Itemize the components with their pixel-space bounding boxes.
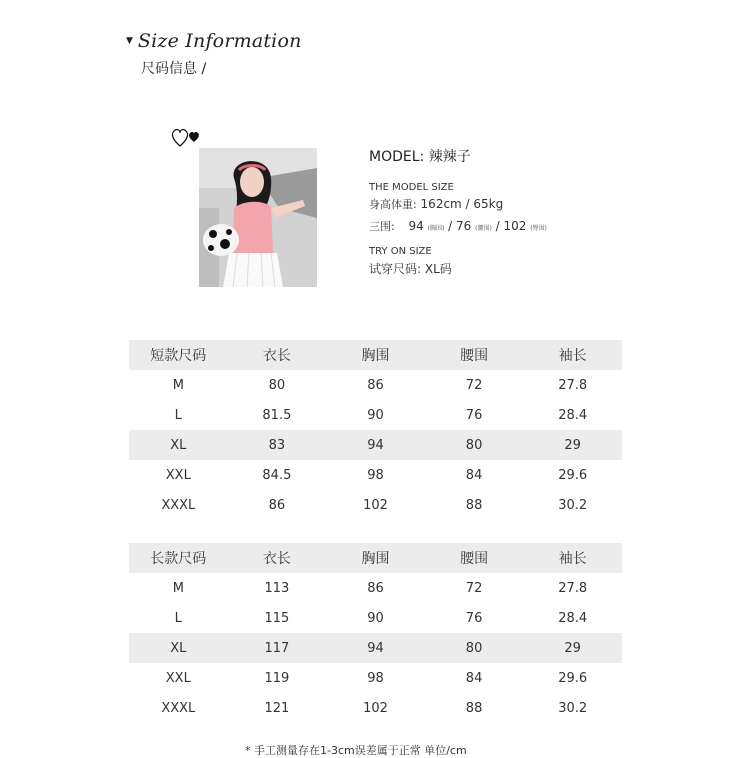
table-row [129,693,622,723]
title-row [126,30,302,52]
header-cell: 衣长 [228,543,327,573]
table-cell: 29.6 [558,670,588,686]
size-cell: XXXL [161,700,196,716]
size-cell: XXL [165,467,191,483]
size-cell: XL [129,430,228,460]
table-row [129,460,622,490]
size-cell: M [172,377,184,393]
table-cell: 80 [425,430,524,460]
table-cell: 80 [425,633,524,663]
table-cell: 72 [465,377,483,393]
table-cell: 29 [523,430,622,460]
table-cell: 102 [363,700,388,716]
table-row [129,370,622,400]
table-row [129,663,622,693]
table-row [129,633,622,663]
bust-note: (胸围) [427,225,445,232]
table-cell: 83 [228,430,327,460]
table-cell: 29.6 [558,467,588,483]
table-cell: 90 [367,610,384,626]
header-cell: 腰围 [425,340,524,370]
table-cell: 28.4 [558,610,588,626]
model-size-heading: THE MODEL SIZE [369,182,454,193]
table-cell: 90 [367,407,384,423]
table-cell: 102 [363,497,388,513]
hip-note: (臀围) [530,225,547,232]
height-weight-value: 162cm / 65kg [420,197,504,211]
table-cell: 84 [465,670,483,686]
table-cell: 72 [465,580,483,596]
measurement-footnote: * 手工测量存在1-3cm误差属于正常 单位/cm [245,744,467,757]
table-cell: 98 [367,670,384,686]
try-on-size: XL码 [424,262,452,276]
model-photo [199,148,317,287]
model-name-line [369,146,547,166]
short-size-table [129,340,622,520]
header-cell: 长款尺码 [129,543,228,573]
table-cell: 86 [268,497,286,513]
table-cell: 27.8 [558,377,588,393]
table-cell: 30.2 [558,497,588,513]
table-header-row [129,543,622,573]
header-cell: 短款尺码 [129,340,228,370]
table-cell: 27.8 [558,580,588,596]
size-cell: XXL [165,670,191,686]
header-cell: 腰围 [425,543,524,573]
table-cell: 121 [264,700,290,716]
table-row [129,490,622,520]
table-cell: 84.5 [262,467,292,483]
hearts-icon [170,124,204,150]
table-cell: 80 [268,377,286,393]
try-on-line [369,260,547,277]
header-cell: 袖长 [523,543,622,573]
waist-note: (腰围) [475,225,492,232]
table-cell: 94 [326,633,425,663]
table-row [129,573,622,603]
model-name: 辣辣子 [428,149,471,165]
table-cell: 88 [465,700,483,716]
table-cell: 119 [264,670,290,686]
header-cell: 衣长 [228,340,327,370]
size-cell: M [172,580,184,596]
table-cell: 84 [465,467,483,483]
hip-value: 102 [503,219,527,233]
table-header-row [129,340,622,370]
table-cell: 113 [264,580,290,596]
table-row [129,603,622,633]
long-size-table [129,543,622,723]
size-cell: L [174,610,182,626]
height-weight-label: 身高体重: [369,198,417,211]
page-subtitle: 尺码信息 / [141,61,207,77]
table-row [129,430,622,460]
table-cell: 94 [326,430,425,460]
table-cell: 88 [465,497,483,513]
bust-value: 94 [408,219,424,233]
table-cell: 117 [228,633,327,663]
try-on-label: 试穿尺码: [369,262,422,276]
model-name-label: MODEL: [369,149,425,165]
table-cell: 30.2 [558,700,588,716]
size-cell: XXXL [161,497,196,513]
waist-value: 76 [456,219,472,233]
table-cell: 86 [367,377,384,393]
table-cell: 115 [264,610,290,626]
measurements-label: 三围: [369,220,395,233]
table-cell: 86 [367,580,384,596]
size-cell: L [174,407,182,423]
model-info [369,146,547,277]
table-cell: 29 [523,633,622,663]
table-cell: 76 [465,407,483,423]
height-weight-line [369,196,547,212]
try-on-heading: TRY ON SIZE [369,246,432,257]
header-cell: 袖长 [523,340,622,370]
table-cell: 76 [465,610,483,626]
table-row [129,400,622,430]
header-cell: 胸围 [326,340,425,370]
table-cell: 98 [367,467,384,483]
header-cell: 胸围 [326,543,425,573]
triangle-bullet-icon: ▼ [126,36,133,46]
size-cell: XL [129,633,228,663]
table-cell: 28.4 [558,407,588,423]
model-photo-illustration [199,148,317,287]
page-title: Size Information [137,30,302,52]
table-cell: 81.5 [262,407,292,423]
measurements-line: 三围: 94 (胸围) / 76 (腰围) / 102 (臀围) [369,219,547,233]
